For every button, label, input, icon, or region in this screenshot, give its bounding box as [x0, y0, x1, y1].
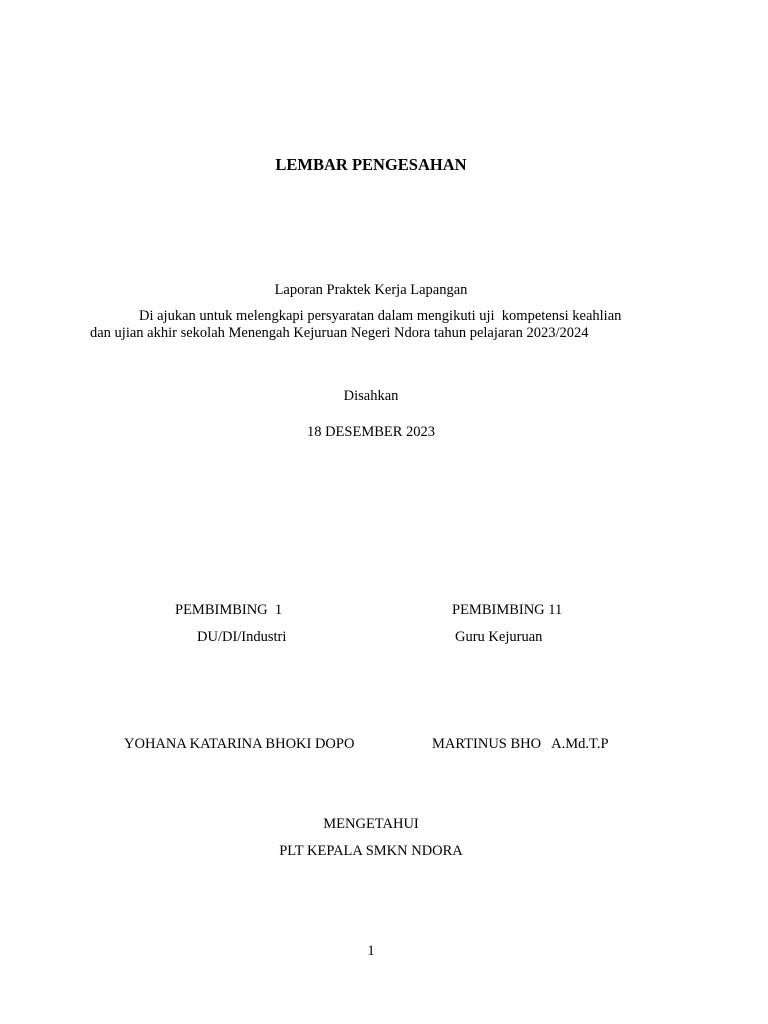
report-name: Laporan Praktek Kerja Lapangan — [274, 282, 468, 298]
supervisor-2-role: PEMBIMBING 11 — [452, 602, 563, 618]
purpose-text-line-2: dan ujian akhir sekolah Menengah Kejuruan Negeri Ndora tahun pelajaran 2023/2024 — [90, 325, 589, 341]
purpose-text-line-1: Di ajukan untuk melengkapi persyaratan dalam mengikuti uji kompetensi keahlian — [139, 308, 622, 324]
supervisor-2-organization: Guru Kejuruan — [455, 629, 543, 645]
supervisor-1-organization: DU/DI/Industri — [197, 629, 287, 645]
supervisor-1-name: YOHANA KATARINA BHOKI DOPO — [124, 736, 355, 752]
acknowledged-label: MENGETAHUI — [323, 816, 419, 832]
supervisor-2-name: MARTINUS BHO A.Md.T.P — [432, 736, 609, 752]
page-title: LEMBAR PENGESAHAN — [275, 155, 467, 174]
approved-label: Disahkan — [343, 388, 399, 404]
acknowledged-by: PLT KEPALA SMKN NDORA — [279, 843, 463, 859]
page-number: 1 — [367, 943, 375, 959]
supervisor-1-role: PEMBIMBING 1 — [175, 602, 283, 618]
approved-date: 18 DESEMBER 2023 — [306, 424, 436, 440]
